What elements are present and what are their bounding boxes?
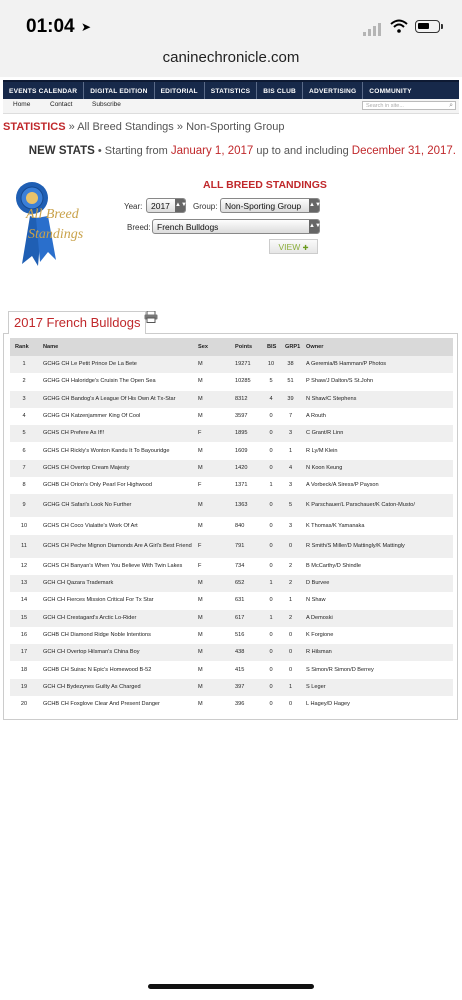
header-bis[interactable]: BIS <box>262 338 280 356</box>
cell-bis: 0 <box>262 535 280 558</box>
cell-owner: K Parschauer/L Parschauer/K Caton-Musto/ <box>301 494 453 517</box>
nav-community[interactable]: COMMUNITY <box>369 88 412 95</box>
cell-owner: P Shaw/J Dalton/S St.John <box>301 373 453 390</box>
cell-owner: K Forgione <box>301 627 453 644</box>
cell-rank: 5 <box>10 425 38 442</box>
cell-points: 1895 <box>230 425 262 442</box>
view-button[interactable]: VIEW ✚ <box>269 239 318 254</box>
breed-select[interactable]: French Bulldogs ▲▼ <box>152 219 320 234</box>
cell-sex: M <box>193 592 230 609</box>
cell-name[interactable]: GCHS CH Banyan's When You Believe With Twin Lakes <box>38 558 193 575</box>
table-row <box>10 696 453 713</box>
header-name[interactable]: Name <box>38 338 193 356</box>
cell-bis: 0 <box>262 494 280 517</box>
cell-name[interactable]: GCHS CH Prefere As If!! <box>38 425 193 442</box>
cell-owner: N Shaw <box>301 592 453 609</box>
cell-points: 617 <box>230 610 262 627</box>
group-select[interactable]: Non-Sporting Group ▲▼ <box>220 198 320 213</box>
cell-rank: 7 <box>10 460 38 477</box>
cell-grp1: 38 <box>280 356 301 373</box>
cell-bis: 0 <box>262 696 280 713</box>
cell-rank: 16 <box>10 627 38 644</box>
nav-digital-edition[interactable]: DIGITAL EDITION <box>84 82 154 101</box>
cell-rank: 8 <box>10 477 38 494</box>
cell-sex: M <box>193 442 230 459</box>
search-input[interactable] <box>362 101 456 110</box>
header-owner[interactable]: Owner <box>301 338 453 356</box>
table-row <box>10 610 453 627</box>
cell-grp1: 3 <box>280 517 301 534</box>
header-points[interactable]: Points <box>230 338 262 356</box>
table-row <box>10 535 453 558</box>
filter-title: ALL BREED STANDINGS <box>203 179 327 191</box>
status-time: 01:04 <box>26 16 75 37</box>
header-grp1[interactable]: GRP1 <box>280 338 301 356</box>
cell-points: 652 <box>230 575 262 592</box>
all-breed-standings-logo <box>6 178 98 268</box>
cell-owner: R Ly/M Klein <box>301 442 453 459</box>
table-row <box>10 644 453 661</box>
wifi-icon <box>390 19 408 33</box>
table-row <box>10 627 453 644</box>
table-row <box>10 558 453 575</box>
cell-rank: 6 <box>10 442 38 459</box>
cell-grp1: 1 <box>280 442 301 459</box>
cell-grp1: 3 <box>280 425 301 442</box>
cell-grp1: 1 <box>280 679 301 696</box>
year-label: Year: <box>124 202 143 211</box>
cell-sex: M <box>193 575 230 592</box>
table-row <box>10 391 453 408</box>
cell-owner: D Burvee <box>301 575 453 592</box>
cell-points: 10285 <box>230 373 262 390</box>
cell-rank: 12 <box>10 558 38 575</box>
cell-sex: M <box>193 661 230 678</box>
cell-sex: F <box>193 558 230 575</box>
cell-sex: M <box>193 610 230 627</box>
group-label: Group: <box>193 202 218 211</box>
cell-grp1: 7 <box>280 408 301 425</box>
cell-bis: 0 <box>262 460 280 477</box>
cell-grp1: 1 <box>280 592 301 609</box>
breadcrumb-statistics[interactable]: STATISTICS <box>3 121 66 133</box>
cell-name[interactable]: GCH CH Bydezynes Guilty As Charged <box>38 679 193 696</box>
cell-points: 19271 <box>230 356 262 373</box>
print-icon[interactable] <box>144 311 158 323</box>
table-row <box>10 408 453 425</box>
cell-owner: S Simon/R Simon/D Berrey <box>301 661 453 678</box>
cell-owner: A Geremia/B Hamman/P Photos <box>301 356 453 373</box>
cell-bis: 0 <box>262 592 280 609</box>
cell-name[interactable]: GCH CH Qazara Trademark <box>38 575 193 592</box>
new-stats-label: NEW STATS <box>28 145 95 157</box>
cell-owner: N Shaw/C Stephens <box>301 391 453 408</box>
cell-bis: 0 <box>262 408 280 425</box>
cell-grp1: 4 <box>280 460 301 477</box>
cell-rank: 14 <box>10 592 38 609</box>
cell-grp1: 3 <box>280 477 301 494</box>
cell-name[interactable]: GCHS CH Rickly's Wonton Kandu It To Bayouridge <box>38 442 193 459</box>
cell-owner: C Grant/R Linn <box>301 425 453 442</box>
cell-bis: 0 <box>262 679 280 696</box>
chevron-down-icon: ▲▼ <box>175 199 185 212</box>
cell-points: 1363 <box>230 494 262 517</box>
cell-name[interactable]: GCH CH Fierces Mission Critical For Tx Star <box>38 592 193 609</box>
subnav-home[interactable]: Home <box>13 101 31 108</box>
cell-rank: 19 <box>10 679 38 696</box>
cell-points: 1420 <box>230 460 262 477</box>
cell-grp1: 0 <box>280 535 301 558</box>
cell-owner: S Leger <box>301 679 453 696</box>
cell-points: 397 <box>230 679 262 696</box>
cell-sex: M <box>193 517 230 534</box>
cell-name[interactable]: GCHG CH Bandog's A League Of His Own At Tx-Star <box>38 391 193 408</box>
cell-name[interactable]: GCH CH Overtop Hilsman's China Boy <box>38 644 193 661</box>
cell-bis: 1 <box>262 477 280 494</box>
location-arrow-icon: ➤ <box>81 20 92 34</box>
cell-sex: M <box>193 373 230 390</box>
cell-rank: 15 <box>10 610 38 627</box>
cell-bis: 0 <box>262 661 280 678</box>
cell-grp1: 2 <box>280 575 301 592</box>
cell-points: 415 <box>230 661 262 678</box>
breadcrumb-all-breed-standings[interactable]: All Breed Standings <box>77 121 174 133</box>
table-row <box>10 517 453 534</box>
cell-rank: 2 <box>10 373 38 390</box>
table-row <box>10 373 453 390</box>
subnav-subscribe[interactable]: Subscribe <box>92 101 121 108</box>
chevron-down-icon: ▲▼ <box>309 220 319 233</box>
cell-points: 8312 <box>230 391 262 408</box>
cell-name[interactable]: GCHG CH Safari's Look No Further <box>38 494 193 517</box>
cell-points: 734 <box>230 558 262 575</box>
search-icon[interactable]: ⌕ <box>449 102 453 109</box>
breadcrumb-group: Non-Sporting Group <box>186 121 285 133</box>
table-row <box>10 575 453 592</box>
cell-points: 396 <box>230 696 262 713</box>
cell-grp1: 51 <box>280 373 301 390</box>
cell-bis: 0 <box>262 644 280 661</box>
cell-owner: R Hilsman <box>301 644 453 661</box>
table-row <box>10 425 453 442</box>
cell-sex: M <box>193 408 230 425</box>
cell-sex: M <box>193 627 230 644</box>
cell-owner: K Thomas/K Yamanaka <box>301 517 453 534</box>
cell-sex: M <box>193 494 230 517</box>
cell-name[interactable]: GCHB CH Orion's Only Pearl For Highwood <box>38 477 193 494</box>
cell-owner: A Vorbeck/A Siress/P Payson <box>301 477 453 494</box>
cell-bis: 0 <box>262 425 280 442</box>
main-nav <box>3 80 459 101</box>
cell-grp1: 5 <box>280 494 301 517</box>
cell-bis: 0 <box>262 558 280 575</box>
cell-grp1: 0 <box>280 661 301 678</box>
cell-rank: 17 <box>10 644 38 661</box>
cell-sex: M <box>193 696 230 713</box>
cell-rank: 10 <box>10 517 38 534</box>
cell-bis: 5 <box>262 373 280 390</box>
cell-name[interactable]: GCH CH Crestagard's Arctic Lo-Rider <box>38 610 193 627</box>
cell-rank: 3 <box>10 391 38 408</box>
cell-sex: M <box>193 460 230 477</box>
nav-bis-club[interactable]: BIS CLUB <box>257 82 303 101</box>
cell-name[interactable]: GCHB CH Suirac N Epic's Homewood B-52 <box>38 661 193 678</box>
table-row <box>10 661 453 678</box>
cell-owner: L Hagey/D Hagey <box>301 696 453 713</box>
cell-grp1: 0 <box>280 696 301 713</box>
cell-bis: 4 <box>262 391 280 408</box>
arrow-right-icon: ✚ <box>302 245 309 252</box>
panel-title: 2017 French Bulldogs <box>8 311 146 334</box>
cell-sex: M <box>193 356 230 373</box>
table-row <box>10 460 453 477</box>
year-select[interactable]: 2017 ▲▼ <box>146 198 186 213</box>
browser-chrome <box>0 0 462 77</box>
cell-bis: 1 <box>262 610 280 627</box>
cell-points: 3597 <box>230 408 262 425</box>
cell-grp1: 2 <box>280 610 301 627</box>
address-bar[interactable]: caninechronicle.com <box>162 49 300 66</box>
cell-name[interactable]: GCHB CH Foxglove Clear And Present Danger <box>38 696 193 713</box>
cell-owner: N Koon Keung <box>301 460 453 477</box>
cell-bis: 0 <box>262 627 280 644</box>
breadcrumb: STATISTICS » All Breed Standings » Non-Sporting Group <box>3 121 285 133</box>
cell-name[interactable]: GCHB CH Diamond Ridge Noble Intentions <box>38 627 193 644</box>
breed-label: Breed: <box>127 223 151 232</box>
standings-table <box>10 338 453 713</box>
cell-owner: R Smith/S Miller/D Mattingly/K Mattingly <box>301 535 453 558</box>
nav-events-calendar[interactable]: EVENTS CALENDAR <box>3 82 84 101</box>
cell-bis: 1 <box>262 575 280 592</box>
cell-rank: 11 <box>10 535 38 558</box>
subnav-contact[interactable]: Contact <box>50 101 73 108</box>
cell-name[interactable]: GCHG CH Haloridge's Cruisin The Open Sea <box>38 373 193 390</box>
cell-rank: 9 <box>10 494 38 517</box>
cell-grp1: 0 <box>280 644 301 661</box>
table-row <box>10 494 453 517</box>
cell-rank: 1 <box>10 356 38 373</box>
cell-sex: M <box>193 644 230 661</box>
svg-text:Standings: Standings <box>28 227 84 242</box>
cell-name[interactable]: GCHG CH Le Petit Prince De La Bete <box>38 356 193 373</box>
cell-points: 791 <box>230 535 262 558</box>
cell-owner: A Routh <box>301 408 453 425</box>
table-header <box>10 338 453 356</box>
svg-text:All Breed: All Breed <box>26 207 79 222</box>
home-indicator[interactable] <box>148 984 314 989</box>
cell-points: 631 <box>230 592 262 609</box>
cell-name[interactable]: GCHS CH Peche Mignon Diamonds Are A Girl's Best Friend <box>38 535 193 558</box>
cell-rank: 20 <box>10 696 38 713</box>
header-rank[interactable]: Rank <box>10 338 38 356</box>
cell-points: 1609 <box>230 442 262 459</box>
cell-points: 840 <box>230 517 262 534</box>
cell-sex: M <box>193 391 230 408</box>
header-sex[interactable]: Sex <box>193 338 230 356</box>
search-placeholder: Search in site... <box>366 103 404 109</box>
cell-sex: F <box>193 425 230 442</box>
cell-points: 438 <box>230 644 262 661</box>
cell-bis: 0 <box>262 442 280 459</box>
start-date: January 1, 2017 <box>170 145 254 157</box>
cell-grp1: 2 <box>280 558 301 575</box>
table-row <box>10 592 453 609</box>
cell-sex: F <box>193 535 230 558</box>
cell-owner: A Demoski <box>301 610 453 627</box>
cell-bis: 10 <box>262 356 280 373</box>
end-date: December 31, 2017. <box>351 145 456 157</box>
cell-name[interactable]: GCHS CH Coco Vialatte's Work Of Art <box>38 517 193 534</box>
new-stats-banner: NEW STATS • Starting from January 1, 2017 up to and including December 31, 2017. <box>28 145 456 157</box>
cell-rank: 13 <box>10 575 38 592</box>
cell-rank: 4 <box>10 408 38 425</box>
table-row <box>10 442 453 459</box>
battery-icon <box>415 20 440 33</box>
nav-advertising[interactable]: ADVERTISING <box>303 82 363 101</box>
table-row <box>10 679 453 696</box>
table-row <box>10 477 453 494</box>
nav-editorial[interactable]: EDITORIAL <box>155 82 205 101</box>
cell-points: 1371 <box>230 477 262 494</box>
cell-name[interactable]: GCHS CH Overtop Cream Majesty <box>38 460 193 477</box>
cell-points: 516 <box>230 627 262 644</box>
cell-rank: 18 <box>10 661 38 678</box>
chevron-down-icon: ▲▼ <box>309 199 319 212</box>
cell-name[interactable]: GCHG CH Katzenjammer King Of Cool <box>38 408 193 425</box>
cell-grp1: 0 <box>280 627 301 644</box>
cell-sex: F <box>193 477 230 494</box>
cellular-signal-icon <box>363 22 385 36</box>
cell-grp1: 39 <box>280 391 301 408</box>
nav-statistics[interactable]: STATISTICS <box>205 82 258 101</box>
cell-bis: 0 <box>262 517 280 534</box>
cell-sex: M <box>193 679 230 696</box>
table-row <box>10 356 453 373</box>
cell-owner: B McCarthy/D Shindle <box>301 558 453 575</box>
